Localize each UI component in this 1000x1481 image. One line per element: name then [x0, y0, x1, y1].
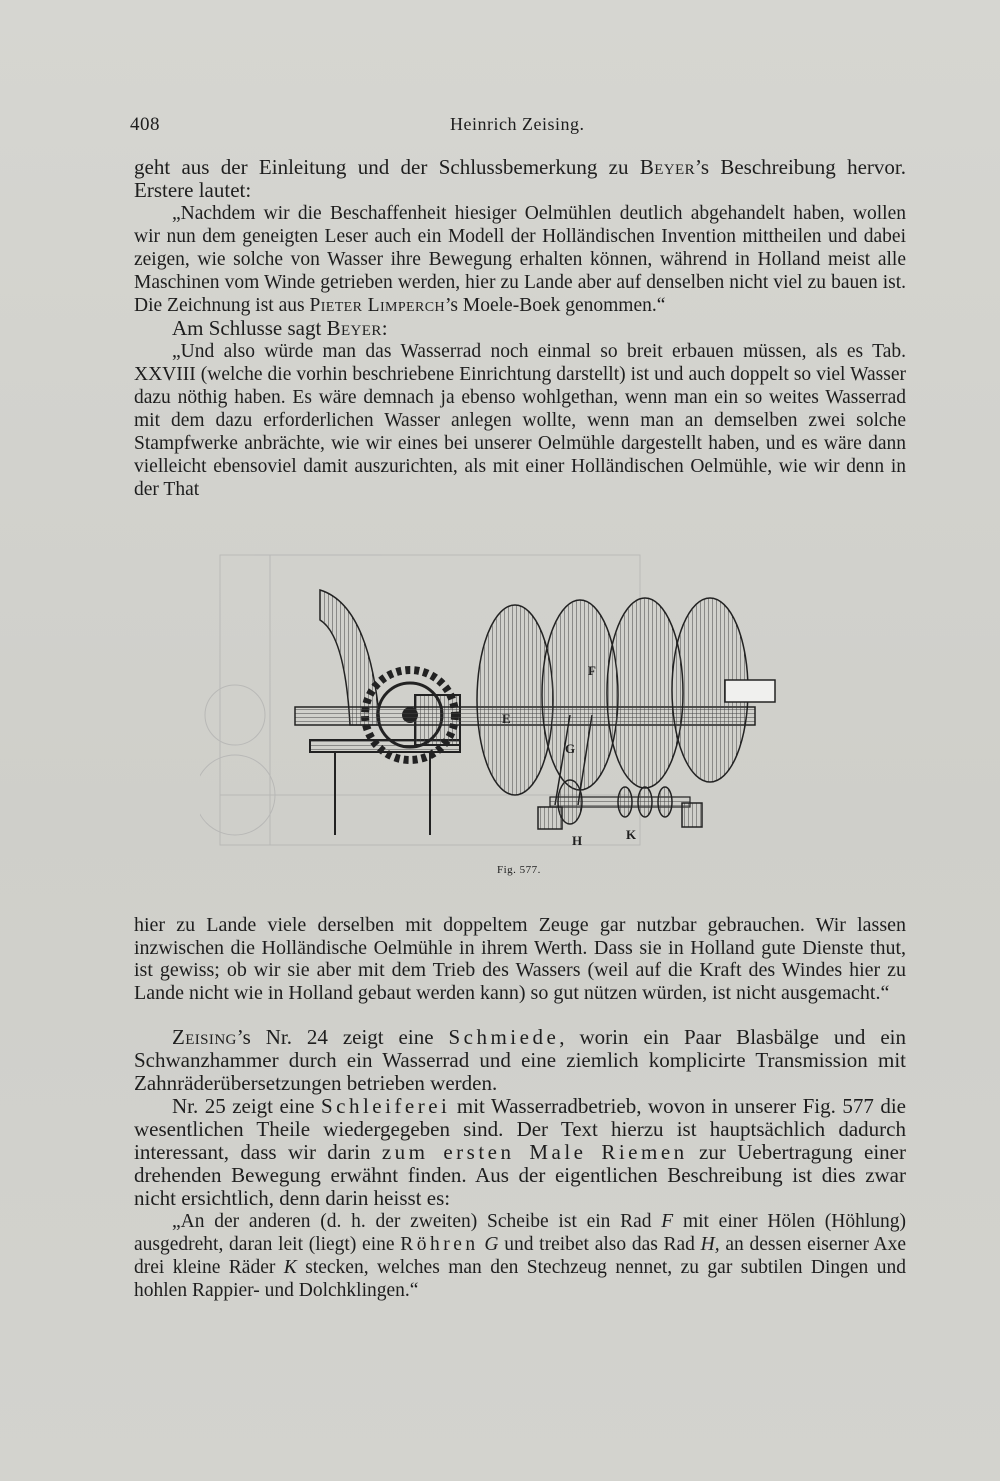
running-head: Heinrich Zeising. — [450, 114, 585, 134]
text-block-top — [134, 156, 906, 501]
label-K: K — [626, 827, 637, 842]
text-block-quote-continuation — [134, 914, 906, 1004]
paragraph: Nr. 25 zeigt eine Schleiferei mit Wasserradbetrieb, wovon in unserer Fig. 577 die wesentlichen Theile wiedergegeben sind. Der Text hierzu ist hauptsächlich dadurch interessant, dass wir darin zum ersten Male Riemen zur Uebertragung einer drehenden Bewegung erwähnt finden. Aus der eigentlichen Beschreibung ist dies zwar nicht ersichtlich, denn darin heisst es: — [134, 1094, 906, 1210]
paragraph: geht aus der Einleitung und der Schlussbemerkung zu Beyer’s Beschreibung hervor. Erstere lautet: — [134, 155, 907, 202]
label-F: F — [588, 663, 596, 678]
quotation: „An der anderen (d. h. der zweiten) Scheibe ist ein Rad F mit einer Hölen (Höhlung) ausgedreht, daran leit (liegt) eine Röhren G und treibet also das Rad H, an dessen eiserner Axe drei kleine Räder K stecken, welches man den Stechzeug nennet, zu gar subtilen Dingen und hohlen Rappier- und Dolchklingen.“ — [134, 1211, 907, 1301]
text-block-bottom — [134, 1026, 906, 1302]
page-number: 408 — [130, 114, 160, 135]
quotation: „Nachdem wir die Beschaffenheit hiesiger Oelmühlen deutlich abgehandelt haben, wollen wir nun dem geneigten Leser auch ein Modell der Holländischen Invention mittheilen und dabei zeigen, wie solche von Wasser ihre Bewegung erhalten können, während in Holland meist alle Maschinen vom Winde getrieben werden, hier zu Lande aber auf denselben nicht viel zu bauen ist. Die Zeichnung ist aus Pieter Limperch’s Moele-Boek genommen.“ — [134, 203, 906, 316]
quotation: „Und also würde man das Wasserrad noch einmal so breit erbauen müssen, als es Tab. XXVIII (welche die vorhin beschriebene Einrichtung darstellt) ist und auch doppelt so viel Wasser dazu nöthig haben. Es wäre demnach ja ebenso wohlgethan, wenn man ein so weites Wasserrad mit dem dazu erforderlichen Wasser anlegen wollte, wenn man an demselben zwei solche Stampfwerke anbrächte, wie wir eines bei unserer Oelmühle dargestellt haben, und es wäre dann vielleicht ebensoviel damit auszurichten, als mit einer Holländischen Oelmühle, wie wir denn in der That — [134, 341, 906, 500]
figure-577 — [200, 545, 820, 885]
quotation: hier zu Lande viele derselben mit doppeltem Zeuge gar nutzbar gebrauchen. Wir lassen inzwischen die Holländische Oelmühle in ihrem Werth. Dass sie in Holland gute Dienste thut, ist gewiss; ob wir sie aber mit dem Trieb des Wassers (weil auf die Kraft des Windes hier zu Lande nicht wie in Holland gebaut werden kann) so gut nützen würden, ist nicht ausgemacht.“ — [134, 914, 906, 1004]
paragraph: Am Schlusse sagt Beyer: — [172, 316, 388, 340]
label-H: H — [572, 833, 583, 848]
author-name: Beyer — [326, 316, 382, 340]
author-name: Zeising — [172, 1025, 237, 1049]
paragraph: Zeising’s Nr. 24 zeigt eine Schmiede, worin ein Paar Blasbälge und ein Schwanzhammer durch ein Wasserrad und eine ziemlich komplicirte Transmission mit Zahnräderübersetzungen betrieben werden. — [134, 1025, 906, 1095]
page-header — [130, 114, 910, 142]
label-E: E — [502, 711, 511, 726]
author-name: Beyer — [639, 155, 695, 179]
grinding-mill-illustration — [200, 545, 820, 865]
author-name: Pieter Limperch — [309, 295, 445, 316]
figure-caption: Fig. 577. — [497, 864, 541, 876]
label-G: G — [565, 741, 576, 756]
